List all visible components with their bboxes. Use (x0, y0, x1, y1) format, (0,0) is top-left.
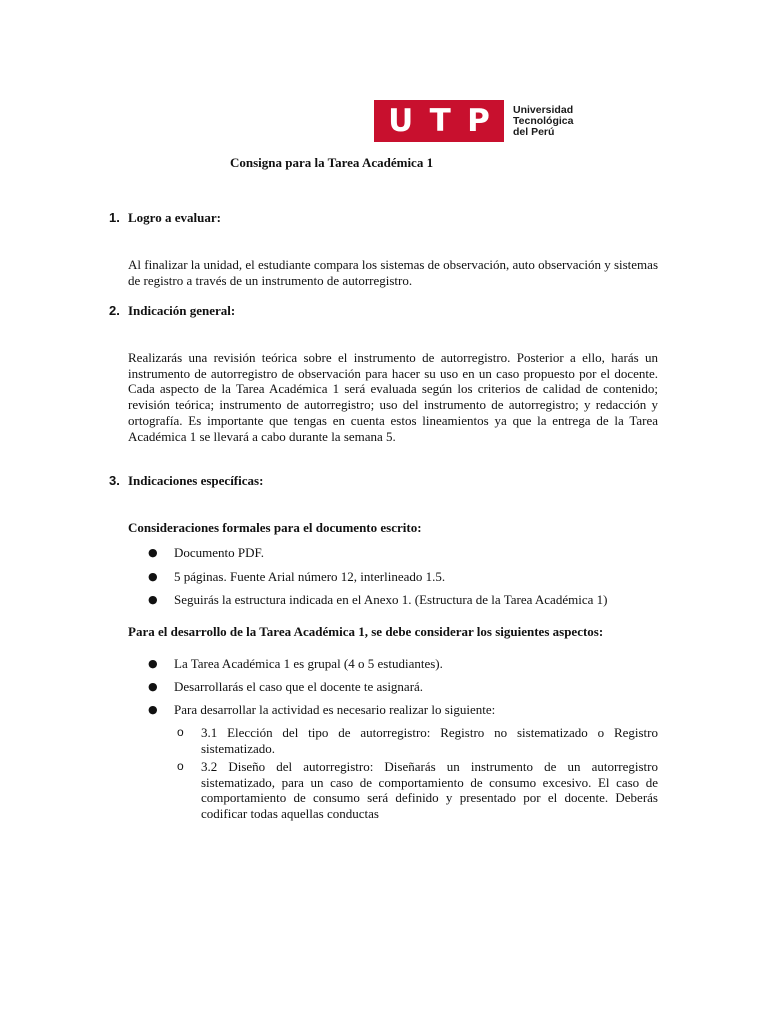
logo-letter-t: T (429, 103, 451, 139)
bullet-marker: ● (148, 703, 158, 716)
logo-letter-u: U (388, 103, 414, 139)
section-heading-text: Indicación general: (128, 303, 236, 318)
list-item (148, 545, 658, 561)
list-item (148, 702, 658, 718)
list-item-text: Desarrollarás el caso que el docente te asignará. (174, 679, 424, 694)
bullet-marker: ● (148, 680, 158, 693)
section-heading-text: Logro a evaluar: (128, 210, 221, 225)
sub-list-item (177, 725, 658, 756)
list-item-text: Seguirás la estructura indicada en el Anexo 1. (Estructura de la Tarea Académica 1) (174, 592, 608, 607)
bullet-marker: ● (148, 546, 158, 559)
utp-logo-box (374, 100, 504, 142)
bullet-marker: ● (148, 593, 158, 606)
list-item (148, 569, 658, 585)
section-number: 2. (109, 303, 120, 318)
list-item-text: Para desarrollar la actividad es necesario realizar lo siguiente: (174, 702, 496, 717)
logo-line-2: Tecnológica (513, 114, 574, 127)
list-item-text: La Tarea Académica 1 es grupal (4 o 5 estudiantes). (174, 656, 443, 671)
list-item (148, 592, 658, 608)
utp-logo (374, 100, 573, 142)
section-2-paragraph: Realizarás una revisión teórica sobre el instrumento de autorregistro. Posterior a ello, harás un instrumento de autorregistro de observación para hacer su uso en un caso propuesto por el docente. Cada aspecto de la Tarea Académica 1 será evaluada según los criterios de calidad de contenido; revisión teórica; instrumento de autorregistro; uso del instrumento de autorregistro; y redacción y ortografía. Es importante que tengas en cuenta estos lineamientos ya que la entrega de la Tarea Académica 1 se llevará a cabo durante la semana 5. (128, 350, 658, 444)
sub-list-item (177, 759, 658, 822)
section-3-heading (109, 473, 263, 489)
sub-list-item-text: 3.2 Diseño del autorregistro: Diseñarás un instrumento de un autorregistro sistematizado, para un caso de comportamiento de consumo excesivo. El caso de comportamiento de consumo será definido y presentado por el docente. Deberás codificar todas aquellas conductas (201, 759, 658, 822)
logo-letter-p: P (467, 103, 490, 139)
bullet-marker: ● (148, 657, 158, 670)
list-item-text: 5 páginas. Fuente Arial número 12, interlineado 1.5. (174, 569, 446, 584)
sub-bullet-marker: o (177, 759, 184, 773)
list-item (148, 656, 658, 672)
section-1-paragraph: Al finalizar la unidad, el estudiante compara los sistemas de observación, auto observación y sistemas de registro a través de un instrumento de autorregistro. (128, 257, 658, 288)
sub-list-item-text: 3.1 Elección del tipo de autorregistro: Registro no sistematizado o Registro sistematizado. (201, 725, 658, 756)
section-2-heading (109, 303, 235, 319)
list-item (148, 679, 658, 695)
bullet-marker: ● (148, 570, 158, 583)
section-number: 1. (109, 210, 120, 225)
document-title: Consigna para la Tarea Académica 1 (230, 155, 434, 170)
section-heading-text: Indicaciones específicas: (128, 473, 264, 488)
section-number: 3. (109, 473, 120, 488)
list-item-text: Documento PDF. (174, 545, 264, 560)
logo-line-1: Universidad (513, 103, 574, 116)
formal-considerations-heading: Consideraciones formales para el documento escrito: (128, 520, 422, 535)
development-heading: Para el desarrollo de la Tarea Académica 1, se debe considerar los siguientes aspectos: (128, 624, 604, 639)
logo-line-3: del Perú (513, 125, 555, 138)
section-1-heading (109, 210, 221, 226)
sub-bullet-marker: o (177, 725, 184, 739)
logo-wordmark (513, 105, 573, 138)
